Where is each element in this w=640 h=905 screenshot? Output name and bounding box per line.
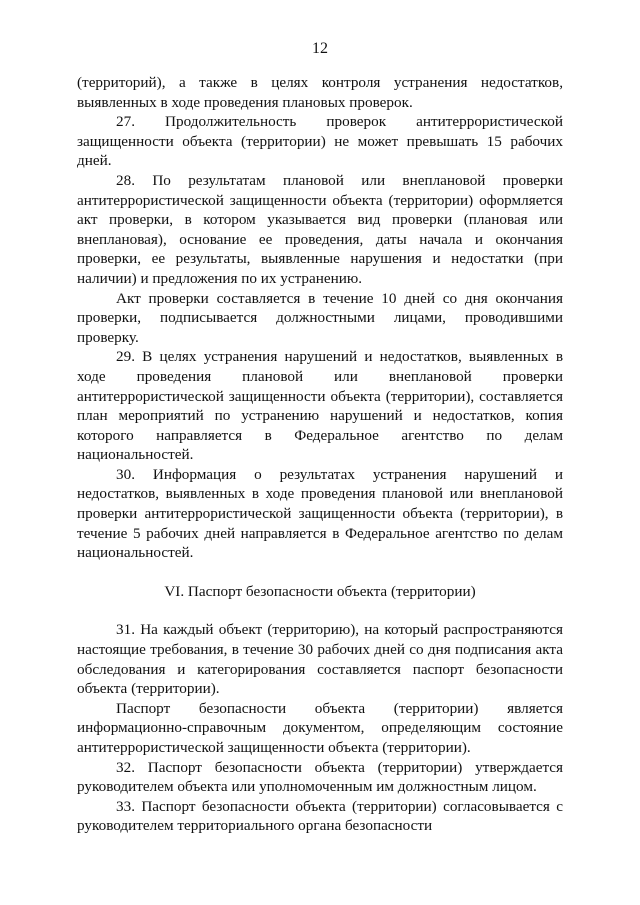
page-number: 12 (312, 40, 328, 57)
paragraph-30: 30. Информация о результатах устранения нарушений и недостатков, выявленных в ходе проведения плановой или внеплановой проверки антитеррористической защищенности объекта (территории), в течение 5 рабочих дней направляется в Федеральное агентство по делам национальностей. (77, 465, 563, 562)
paragraph-33: 33. Паспорт безопасности объекта (территории) согласовывается с руководителем территориального органа безопасности (77, 797, 563, 835)
paragraph-continuation: (территорий), а также в целях контроля устранения недостатков, выявленных в ходе проведения плановых проверок. (77, 74, 563, 111)
paragraph-passport-definition: Паспорт безопасности объекта (территории) является информационно-справочным документом, определяющим состояние антитеррористической защищенности объекта (территории). (77, 699, 563, 756)
document-body (77, 73, 563, 836)
paragraph-29: 29. В целях устранения нарушений и недостатков, выявленных в ходе проведения плановой или внеплановой проверки антитеррористической защищенности объекта (территории), составляется план мероприятий по устранению нарушений и недостатков, копия которого направляется в Федеральное агентство по делам национальностей. (77, 348, 563, 464)
paragraph-act-of-inspection: Акт проверки составляется в течение 10 дней со дня окончания проверки, подписывается должностными лицами, проводившими проверку. (77, 289, 563, 346)
paragraph-27: 27. Продолжительность проверок антитеррористической защищенности объекта (территории) не может превышать 15 рабочих дней. (77, 113, 563, 170)
paragraph-32: 32. Паспорт безопасности объекта (территории) утверждается руководителем объекта или уполномоченным им должностным лицом. (77, 758, 563, 796)
paragraph-31: 31. На каждый объект (территорию), на который распространяются настоящие требования, в течение 30 рабочих дней со дня подписания акта обследования и категорирования составляется паспорт безопасности объекта (территории). (77, 621, 563, 698)
section-heading: VI. Паспорт безопасности объекта (территории) (164, 582, 476, 600)
paragraph-28: 28. По результатам плановой или внеплановой проверки антитеррористической защищенности объекта (территории) оформляется акт проверки, в котором указывается вид проверки (плановая или внеплановая), основание ее проведения, даты начала и окончания проверки, ее результаты, выявленные нарушения и недостатки (при наличии) и предложения по их устранению. (77, 171, 563, 287)
